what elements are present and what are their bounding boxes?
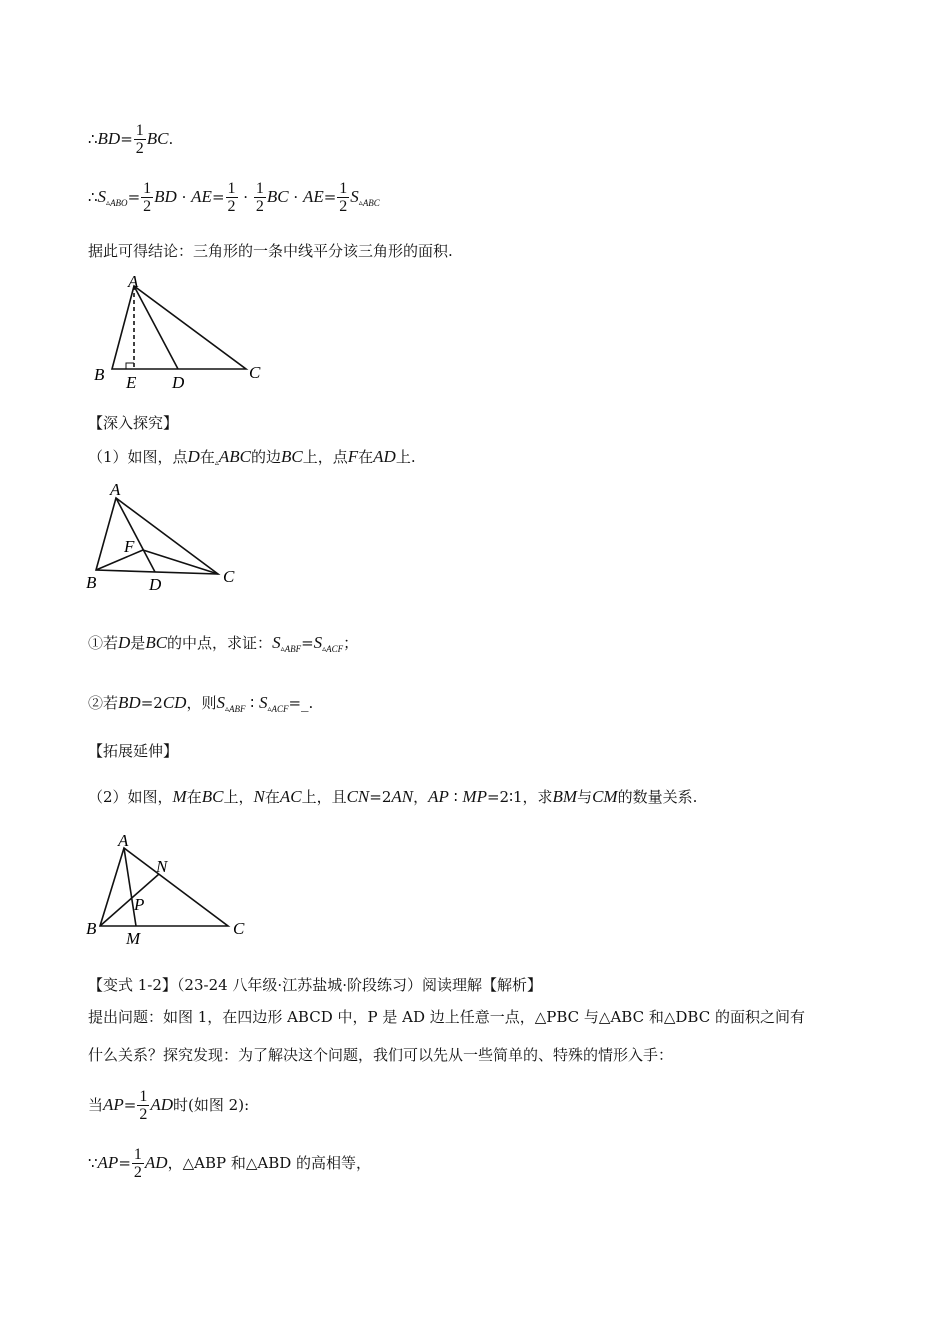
label-A: A bbox=[118, 831, 129, 850]
figure-triangle-median bbox=[88, 272, 278, 394]
figure-triangle-mnp bbox=[84, 828, 264, 950]
label-A: A bbox=[110, 480, 121, 499]
section-deep-explore: 【深入探究】 bbox=[88, 414, 179, 432]
label-N: N bbox=[156, 857, 168, 876]
label-C: C bbox=[223, 567, 235, 586]
equation-bd-half-bc: ∴BD= $\frac{1}{2}$ BC. bbox=[88, 122, 174, 157]
figure-triangle-point-f bbox=[84, 478, 254, 596]
variant-title: 【变式 1-2】（23-24 八年级·江苏盐城·阶段练习）阅读理解【解析】 bbox=[88, 976, 542, 994]
label-F: F bbox=[124, 537, 135, 556]
conclusion-text: 据此可得结论：三角形的一条中线平分该三角形的面积. bbox=[88, 242, 453, 260]
problem-statement: 提出问题：如图 1，在四边形 ABCD 中，P 是 AD 边上任意一点，△PBC 与△ABC 和△DBC 的面积之间有 什么关系？探究发现：为了解决这个问题，我们可以先从一些简单的、特殊的情形入手： bbox=[88, 1008, 805, 1064]
section-extend: 【拓展延伸】 bbox=[88, 742, 179, 760]
label-A: A bbox=[128, 272, 139, 291]
label-B: B bbox=[86, 573, 97, 592]
label-E: E bbox=[126, 373, 137, 392]
label-P: P bbox=[134, 895, 145, 914]
equation-area-half: $\therefore S_{▵ABO}=$ $\frac{1}{2}$ BD · AE= $\frac{1}{2}$ · $\frac{1}{2}$ BC · AE= $\frac{1}{2}$ $S_{▵ABC}$ bbox=[88, 180, 380, 215]
label-M: M bbox=[126, 929, 141, 948]
label-D: D bbox=[172, 373, 185, 392]
question-2: （2）如图，M在BC上，N在AC上，且CN=2AN，AP ∶ MP=2∶1，求BM与CM的数量关系. bbox=[88, 787, 698, 806]
since-ap-half-ad: ∵AP= $\frac{1}{2}$ AD，△ABP 和△ABD 的高相等， bbox=[88, 1146, 372, 1181]
label-D: D bbox=[149, 575, 162, 594]
question-1b: ②若BD=2CD，则$S_{▵ABF}$ ∶ $S_{▵ACF}=\_$. bbox=[88, 693, 314, 714]
label-C: C bbox=[233, 919, 245, 938]
when-ap-half-ad: 当AP= $\frac{1}{2}$ AD时(如图 2): bbox=[88, 1088, 250, 1123]
label-C: C bbox=[249, 363, 261, 382]
label-B: B bbox=[94, 365, 105, 384]
question-1a: ①若D是BC的中点，求证：$S_{▵ABF}=S_{▵ACF}$； bbox=[88, 633, 359, 654]
label-B: B bbox=[86, 919, 97, 938]
question-1: （1）如图，点D在$_▵$ABC的边BC上，点F在AD上. bbox=[88, 447, 416, 467]
